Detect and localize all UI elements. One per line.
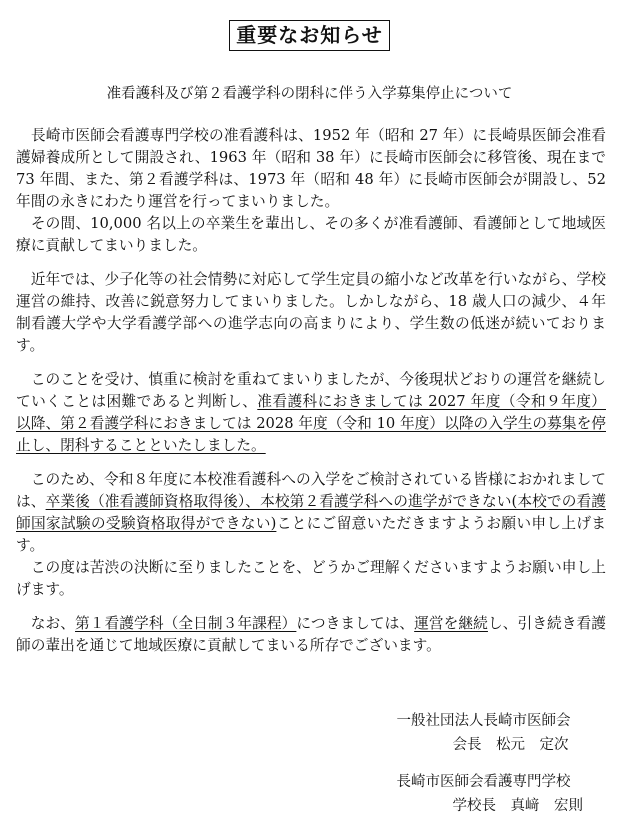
paragraph-apology: この度は苦渋の決断に至りましたことを、どうかご理解くださいますようお願い申し上げます。: [16, 559, 606, 598]
first-course-name-underlined: 第１看護学科（全日制３年課程）: [75, 615, 297, 632]
first-course-closing: し、引き続き看護師の輩出を通じて地域医療に貢献してまいる所存でございます。: [16, 615, 606, 654]
paragraph-first-course: [16, 613, 606, 657]
closure-detail-underlined: 准看護科におきましては 2027 年度（令和９年度）以降、第２看護学科におきましては 2028 年度（令和 10 年度）以降の入学生の募集を停止し、閉科することといたしました。: [16, 393, 606, 454]
notice-subtitle: 准看護科及び第２看護学科の閉科に伴う入学募集停止について: [106, 86, 513, 102]
paragraph-history: 長崎市医師会看護専門学校の准看護科は、1952 年（昭和 27 年）に長崎県医師会准看護婦養成所として開設され、1963 年（昭和 38 年）に長崎市医師会に移管後、現在まで 73 年間、また、第２看護学科は、1973 年（昭和 48 年）に長崎市医師会が開設し、52 年間の永きにわたり運営を行ってまいりました。: [16, 127, 606, 210]
notice-body: [16, 125, 606, 657]
signature-org-medical-association: 一般社団法人長崎市医師会: [396, 713, 571, 729]
paragraph-graduates: その間、10,000 名以上の卒業生を輩出し、その多くが准看護師、看護師として地域医療に貢献してまいりました。: [16, 215, 606, 254]
applicant-closing-text: ことにご留意いただきますようお願い申し上げます。: [16, 515, 606, 554]
continue-operation-underlined: 運営を継続: [414, 615, 488, 632]
applicant-warning-underlined: 卒業後（准看護師資格取得後）、本校第２看護学科への進学ができない(本校での看護師国家試験の受験資格取得ができない): [16, 493, 606, 532]
signature-block: [397, 710, 584, 818]
first-course-intro: なお、: [16, 615, 76, 632]
first-course-mid: につきましては、: [296, 615, 415, 632]
signature-chairman: 会長 松元 定次: [452, 736, 569, 753]
applicant-intro-text: このため、令和８年度に本校准看護科への入学をご検討されている皆様におかれましては、: [16, 471, 606, 510]
notice-title: 重要なお知らせ: [229, 20, 389, 51]
signature-spacer: [397, 757, 584, 771]
paragraph-closure-decision: [16, 369, 606, 457]
title-container: [0, 20, 619, 51]
closure-intro-text: このことを受け、慎重に検討を重ねてまいりましたが、今後現状どおりの運営を継続していくことは困難であると判断し、: [16, 371, 606, 410]
signature-org-nursing-school: 長崎市医師会看護専門学校: [396, 774, 571, 790]
signature-principal: 学校長 真﨑 宏則: [452, 797, 583, 814]
paragraph-recent-situation: 近年では、少子化等の社会情勢に対応して学生定員の縮小など改革を行いながら、学校運営の維持、改善に鋭意努力してまいりました。しかしながら、18 歳人口の減少、４年制看護大学や大学看護学部への進学志向の高まりにより、学生数の低迷が続いております。: [16, 271, 606, 354]
paragraph-applicant-notice: [16, 469, 606, 557]
